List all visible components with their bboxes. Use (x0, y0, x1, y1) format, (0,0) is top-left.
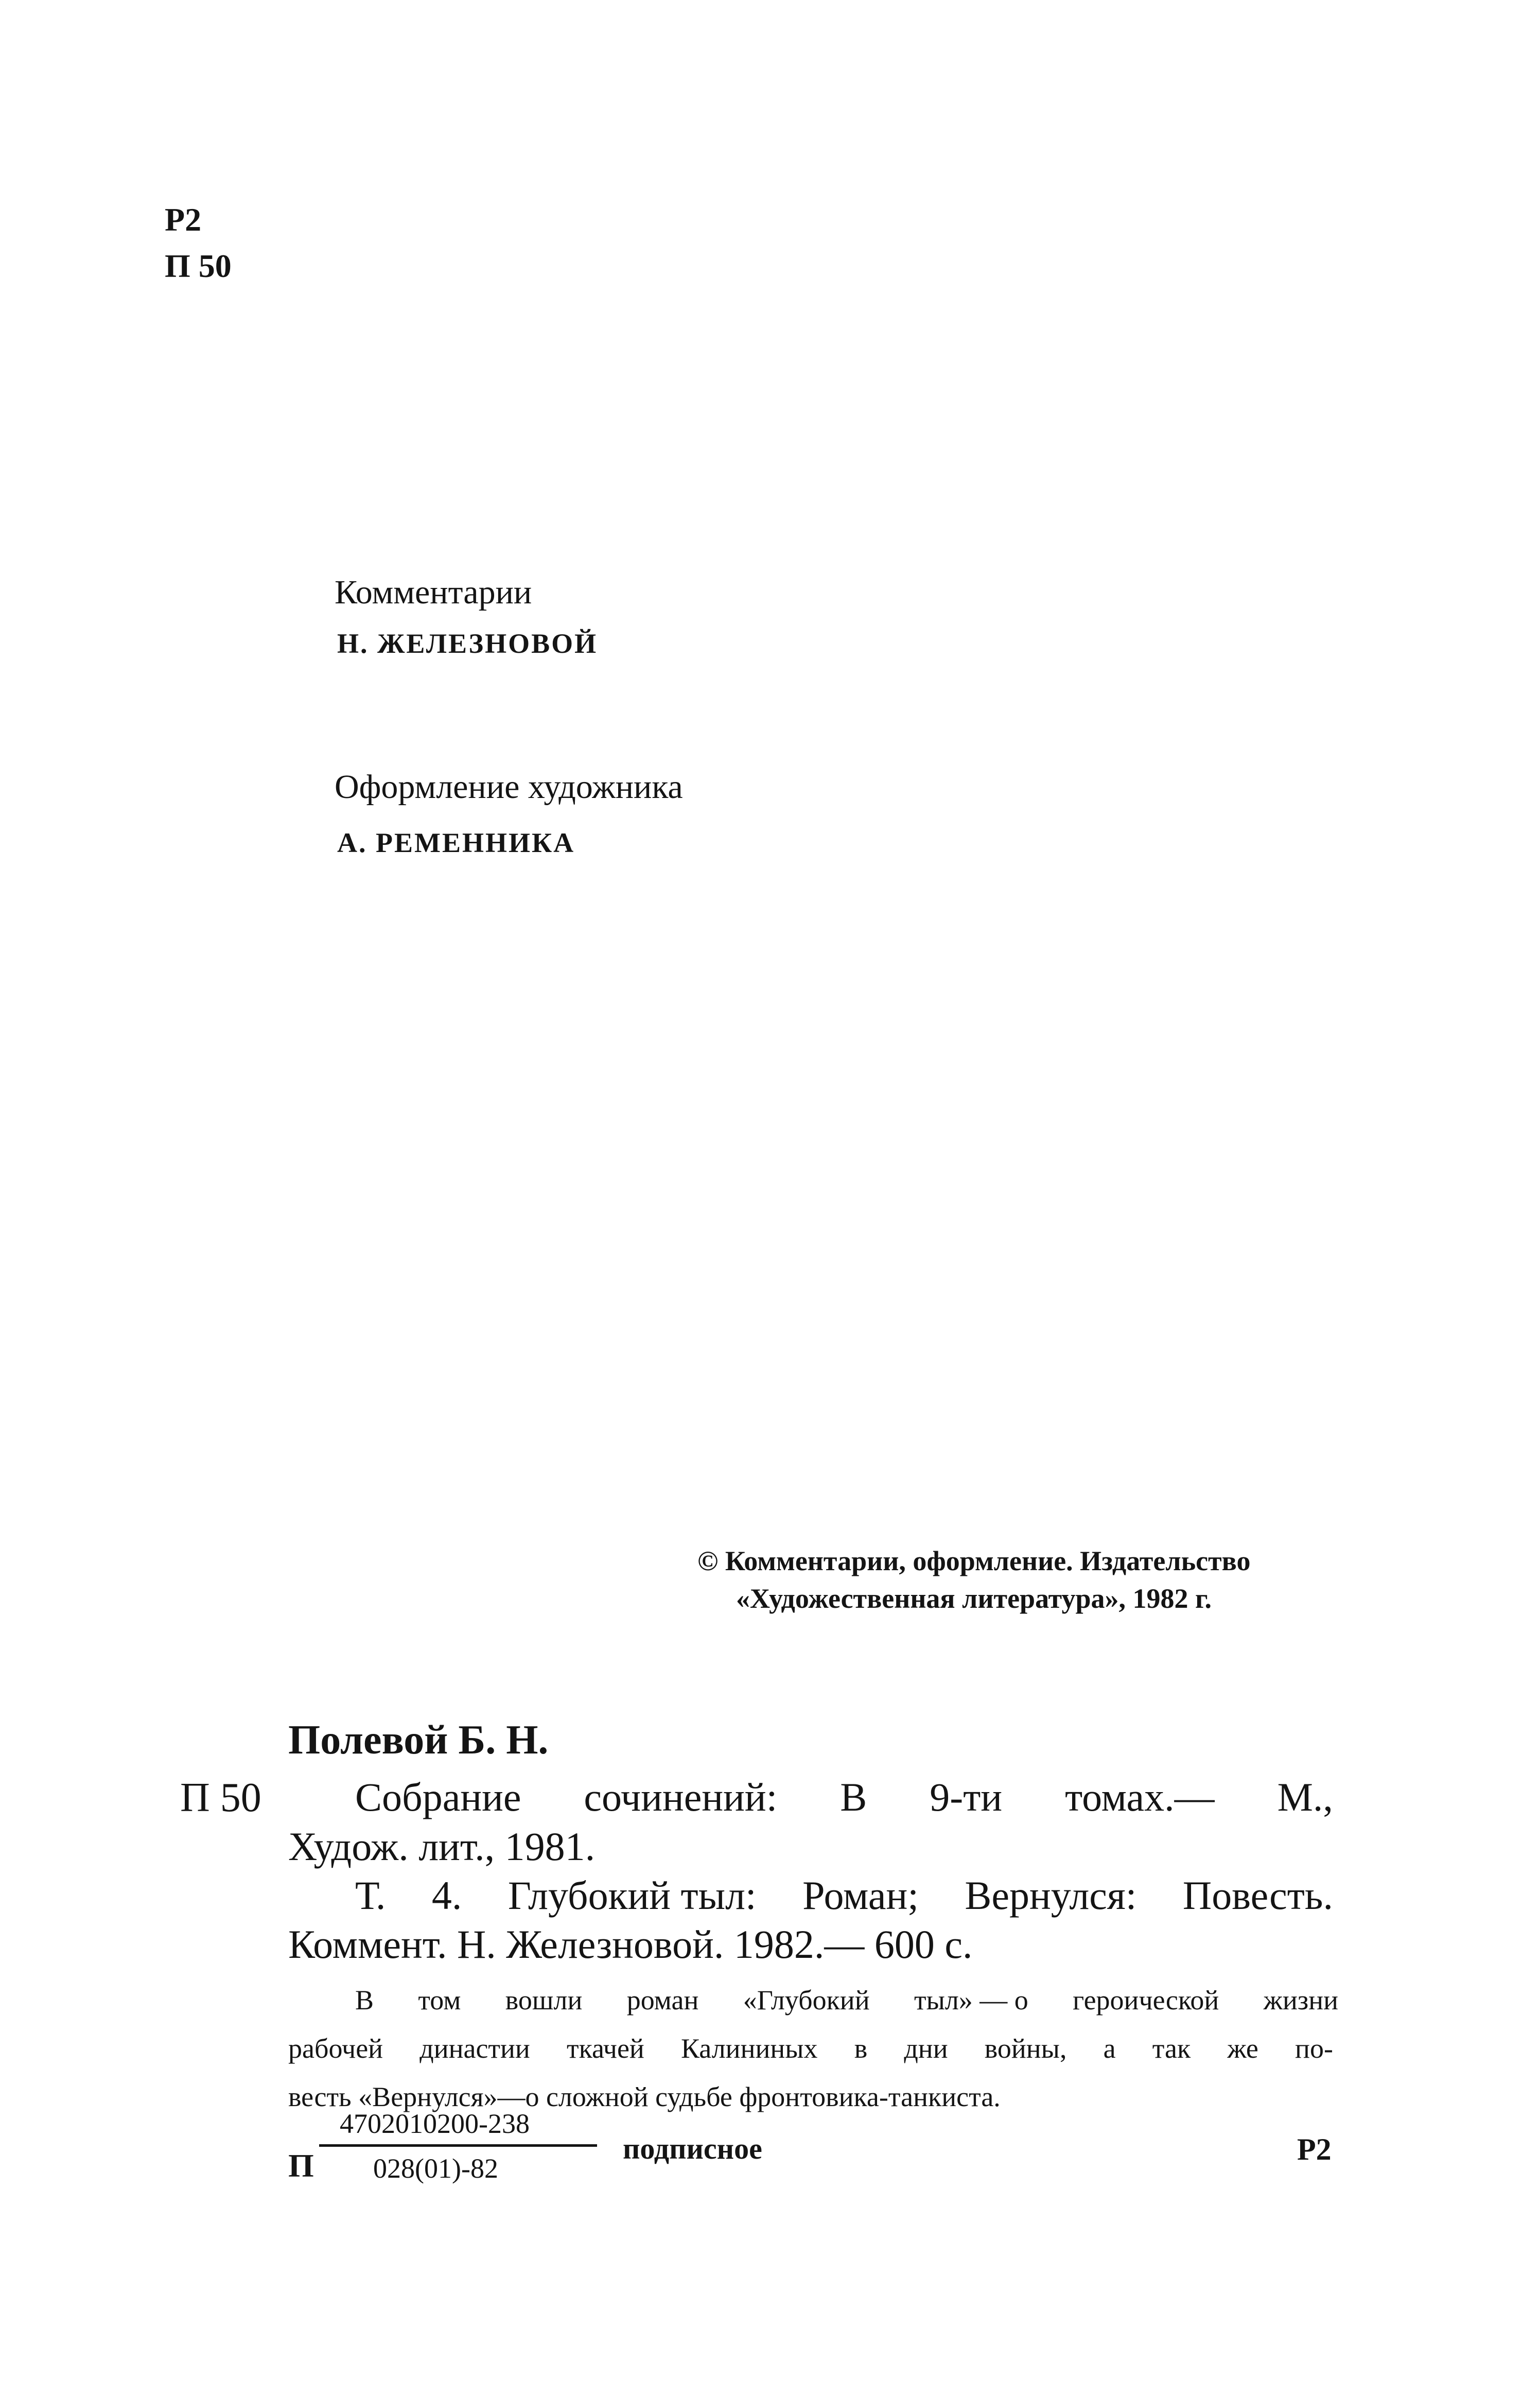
annotation-line1 (355, 1986, 1338, 2014)
entry-word: сочинений: (584, 1775, 778, 1819)
index-letter: П (288, 2147, 314, 2184)
entry-line4: Коммент. Н. Железновой. 1982.— 600 с. (288, 1922, 973, 1967)
copyright-line2: «Художественная литература», 1982 г. (736, 1583, 1212, 1614)
entry-word: томах.— (1065, 1775, 1215, 1819)
entry-word: 9-ти (930, 1775, 1003, 1819)
annotation-word: по- (1295, 2033, 1333, 2064)
annotation-line3: весть «Вернулся»—о сложной судьбе фронтовика-танкиста. (288, 2081, 1001, 2112)
entry-word: Роман; (802, 1873, 919, 1918)
annotation-word: ткачей (566, 2033, 644, 2064)
entry-word: Собрание (355, 1775, 521, 1819)
annotation-word: в (854, 2033, 868, 2064)
entry-word: Т. (355, 1873, 386, 1918)
classification-code-line1: Р2 (165, 201, 202, 238)
entry-word: Повесть. (1182, 1873, 1333, 1918)
classification-code-line2: П 50 (165, 248, 232, 284)
commentary-author: Н. ЖЕЛЕЗНОВОЙ (337, 628, 598, 659)
entry-line3 (355, 1875, 1333, 1916)
entry-code: П 50 (180, 1775, 261, 1820)
annotation-word: роман (626, 1985, 699, 2016)
annotation-word: В (355, 1985, 374, 2016)
annotation-word: жизни (1263, 1985, 1338, 2016)
annotation-word: дни (904, 2033, 948, 2064)
index-numerator: 4702010200-238 (340, 2108, 530, 2139)
annotation-word: же (1227, 2033, 1258, 2064)
entry-line2: Худож. лит., 1981. (288, 1824, 596, 1869)
annotation-word: Калининых (680, 2033, 818, 2064)
commentary-label: Комментарии (335, 574, 532, 611)
annotation-word: династии (419, 2033, 530, 2064)
design-artist: А. РЕМЕННИКА (337, 827, 575, 858)
entry-word: 4. (431, 1873, 462, 1918)
annotation-word: войны, (984, 2033, 1067, 2064)
annotation-line2 (288, 2035, 1333, 2062)
annotation-word: «Глубокий (743, 1985, 870, 2016)
entry-word: В (840, 1775, 867, 1819)
annotation-word: том (418, 1985, 461, 2016)
copyright-line1: © Комментарии, оформление. Издательство (697, 1545, 1251, 1576)
entry-word: Вернулся: (965, 1873, 1137, 1918)
entry-line1 (355, 1777, 1333, 1817)
index-denominator: 028(01)-82 (373, 2153, 498, 2184)
annotation-word: а (1103, 2033, 1116, 2064)
subscription-label: подписное (623, 2132, 762, 2165)
annotation-word: рабочей (288, 2033, 383, 2064)
fraction-bar (319, 2144, 597, 2147)
classification-code-bottom: Р2 (1297, 2132, 1332, 2166)
entry-author: Полевой Б. Н. (288, 1717, 549, 1763)
design-label: Оформление художника (335, 768, 683, 806)
annotation-word: героической (1073, 1985, 1219, 2016)
annotation-word: так (1152, 2033, 1191, 2064)
entry-word: Глубокий тыл: (507, 1873, 757, 1918)
annotation-word: тыл» — о (914, 1985, 1028, 2016)
annotation-word: вошли (505, 1985, 583, 2016)
entry-word: М., (1277, 1775, 1333, 1819)
